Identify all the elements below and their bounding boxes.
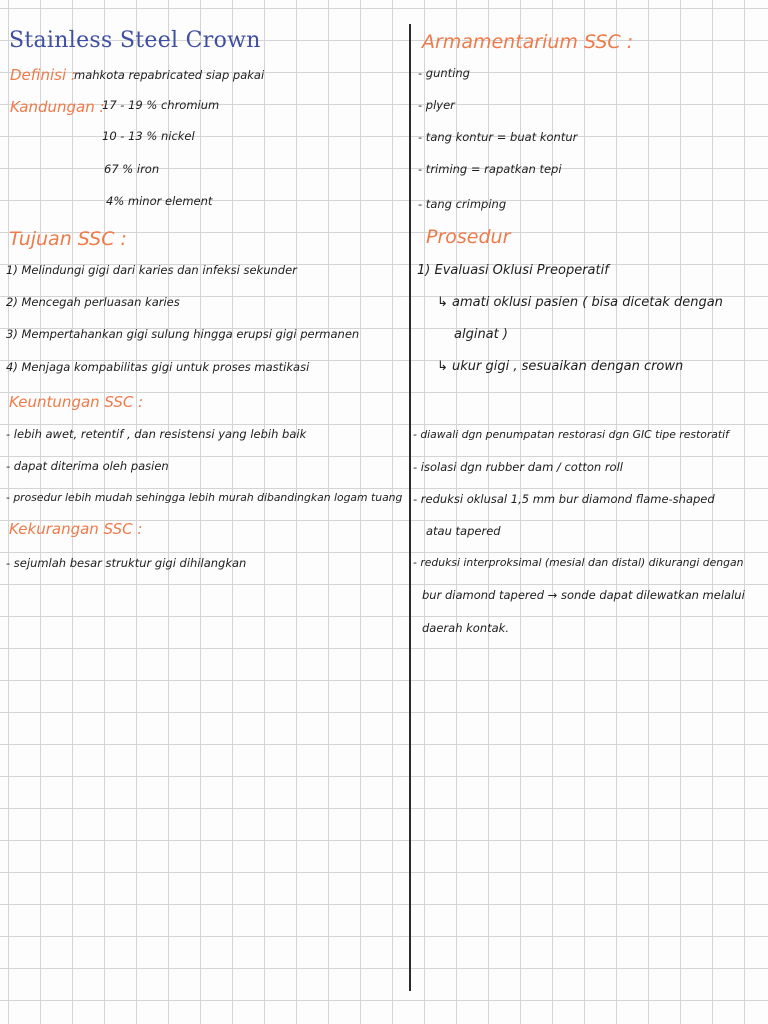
kandungan-label: Kandungan : [10,98,105,116]
armamentarium-item: - tang kontur = buat kontur [418,130,578,144]
prosedur-line: alginat ) [454,327,508,342]
tujuan-item: 1) Melindungi gigi dari karies dan infeksi sekunder [6,263,297,277]
tujuan-item: 4) Menjaga kompabilitas gigi untuk proses mastikasi [6,360,310,374]
tujuan-item: 3) Mempertahankan gigi sulung hingga erupsi gigi permanen [6,327,360,341]
keuntungan-item: - prosedur lebih mudah sehingga lebih murah dibandingkan logam tuang [6,491,403,504]
kandungan-item: 4% minor element [106,194,213,208]
tujuan-label: Tujuan SSC : [9,228,127,250]
prosedur-line: 1) Evaluasi Oklusi Preoperatif [417,263,609,278]
prosedur-step: daerah kontak. [422,621,509,635]
kandungan-item: 10 - 13 % nickel [102,129,195,143]
keuntungan-item: - dapat diterima oleh pasien [6,459,169,473]
column-divider [409,24,411,991]
keuntungan-item: - lebih awet, retentif , dan resistensi yang lebih baik [6,427,307,441]
prosedur-step: atau tapered [426,524,501,538]
prosedur-step: - reduksi oklusal 1,5 mm bur diamond flame-shaped [413,492,715,506]
kandungan-item: 67 % iron [104,162,160,176]
armamentarium-item: - gunting [418,66,470,80]
prosedur-line: ↳ amati oklusi pasien ( bisa dicetak dengan [437,295,723,310]
prosedur-step: - diawali dgn penumpatan restorasi dgn GIC tipe restoratif [413,428,729,441]
prosedur-step: bur diamond tapered → sonde dapat dilewatkan melalui [422,588,745,602]
armamentarium-item: - triming = rapatkan tepi [418,162,562,176]
definisi-text: mahkota repabricated siap pakai [74,68,265,82]
armamentarium-item: - plyer [418,98,455,112]
armamentarium-item: - tang crimping [418,197,507,211]
prosedur-line: ↳ ukur gigi , sesuaikan dengan crown [437,359,684,374]
definisi-label: Definisi : [10,66,76,84]
kekurangan-label: Kekurangan SSC : [9,520,143,538]
tujuan-item: 2) Mencegah perluasan karies [6,295,180,309]
keuntungan-label: Keuntungan SSC : [9,393,144,411]
prosedur-step: - reduksi interproksimal (mesial dan distal) dikurangi dengan [413,556,744,569]
armamentarium-label: Armamentarium SSC : [422,31,634,53]
kekurangan-item: - sejumlah besar struktur gigi dihilangkan [6,556,247,570]
prosedur-label: Prosedur [426,226,511,248]
page-title: Stainless Steel Crown [9,28,261,53]
kandungan-item: 17 - 19 % chromium [102,98,220,112]
prosedur-step: - isolasi dgn rubber dam / cotton roll [413,460,623,474]
